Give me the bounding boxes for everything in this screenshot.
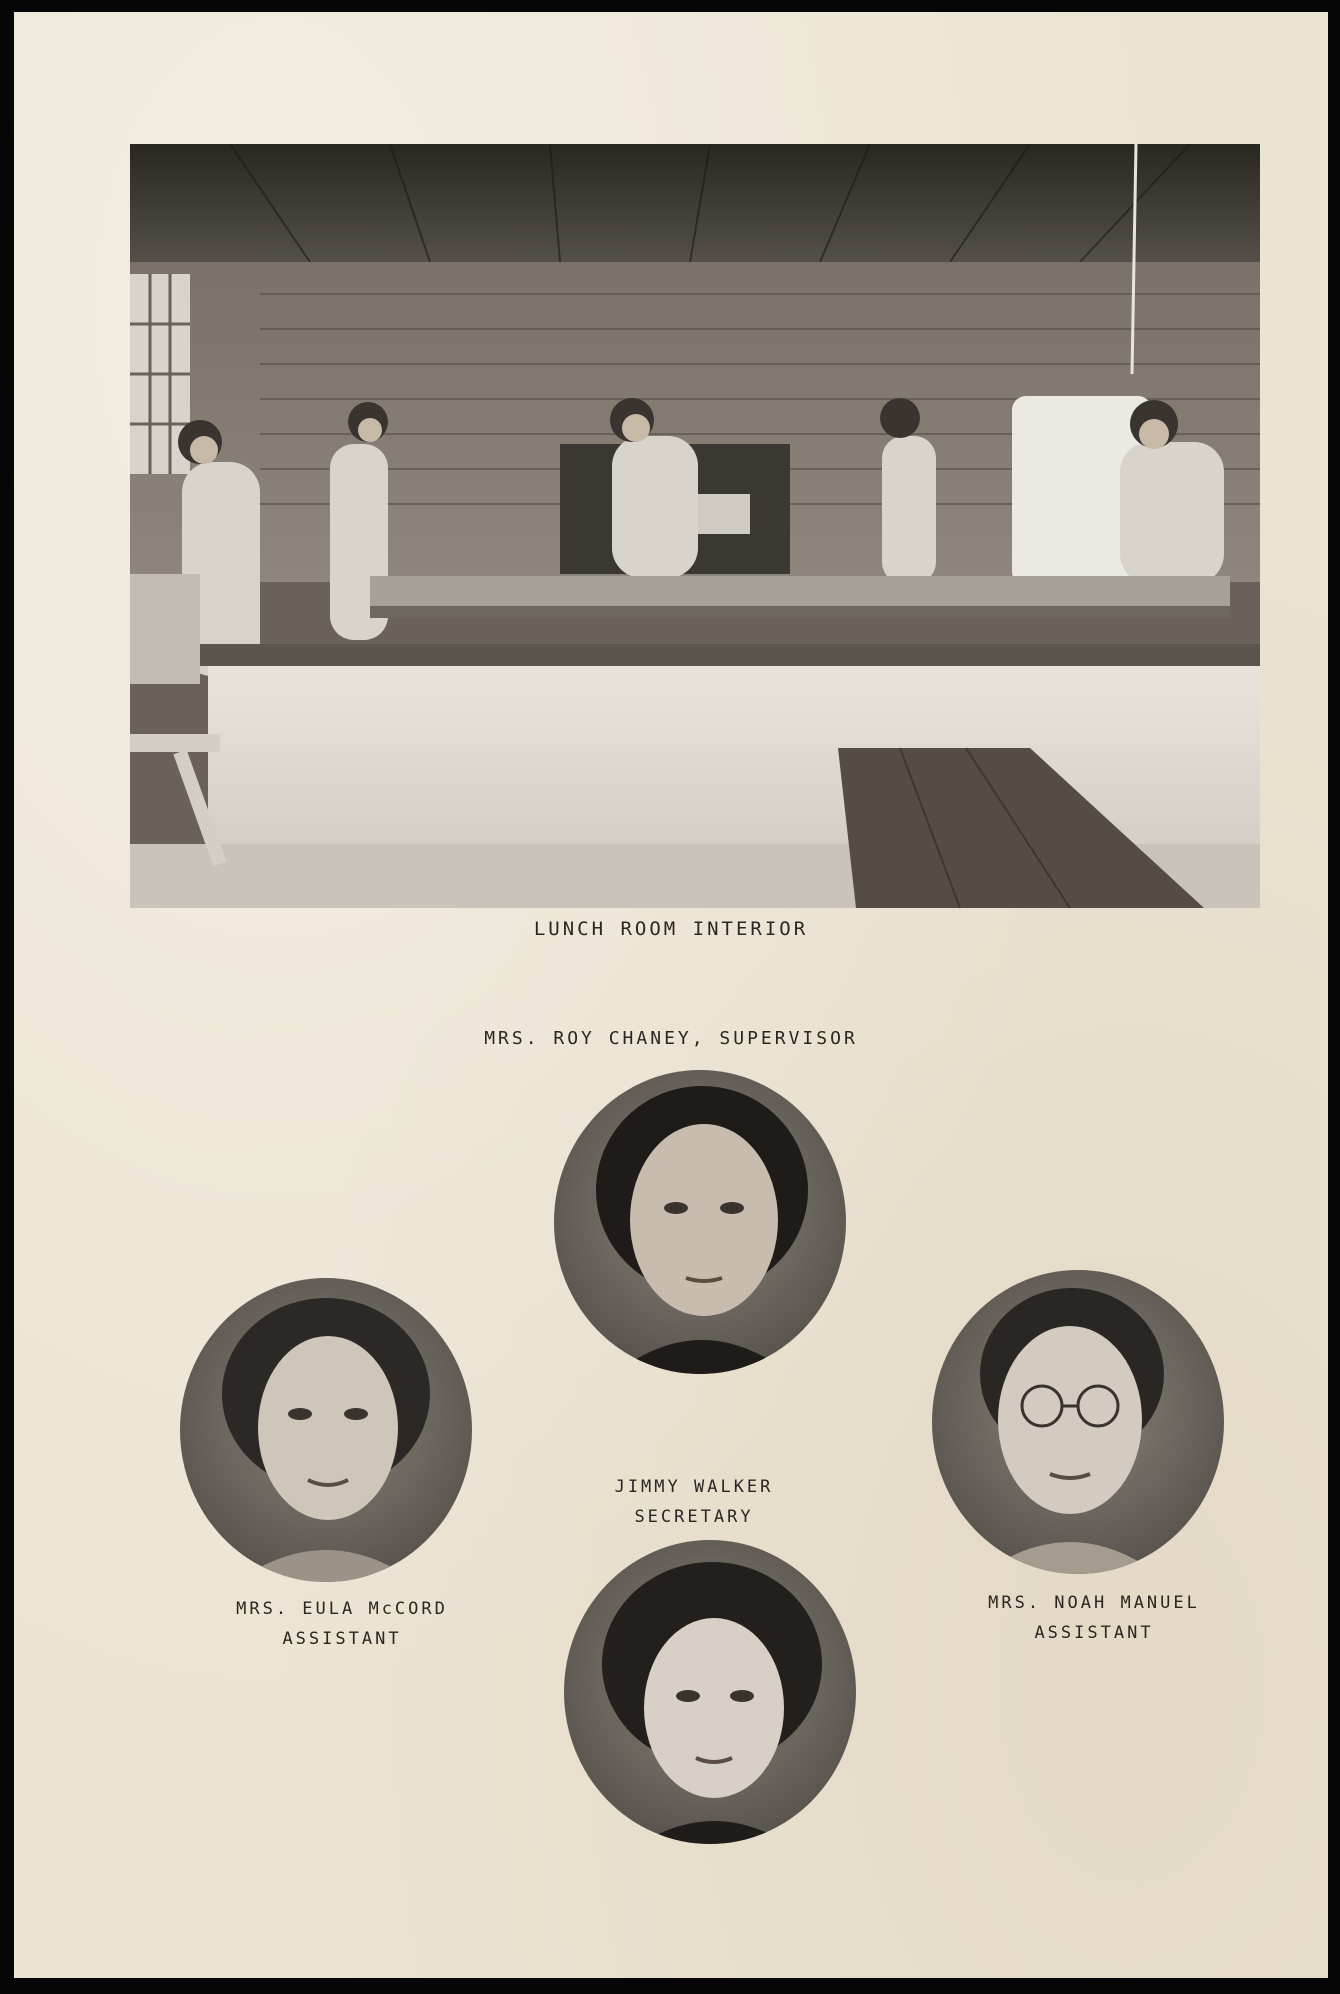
secretary-portrait — [564, 1540, 856, 1844]
assistant-right-name: MRS. NOAH MANUEL — [988, 1593, 1200, 1613]
secretary-name: JIMMY WALKER — [614, 1477, 774, 1497]
lunch-room-photo — [130, 144, 1260, 908]
photo-caption: LUNCH ROOM INTERIOR — [533, 918, 809, 940]
assistant-right-portrait — [932, 1270, 1224, 1574]
assistant-left-portrait — [180, 1278, 472, 1582]
yearbook-page — [14, 12, 1328, 1978]
assistant-right-role: ASSISTANT — [1034, 1623, 1154, 1643]
assistant-left-role: ASSISTANT — [282, 1629, 402, 1649]
supervisor-name: MRS. ROY CHANEY, SUPERVISOR — [484, 1028, 858, 1049]
secretary-role: SECRETARY — [634, 1507, 754, 1527]
supervisor-portrait — [554, 1070, 846, 1374]
assistant-left-name: MRS. EULA McCORD — [236, 1599, 448, 1619]
